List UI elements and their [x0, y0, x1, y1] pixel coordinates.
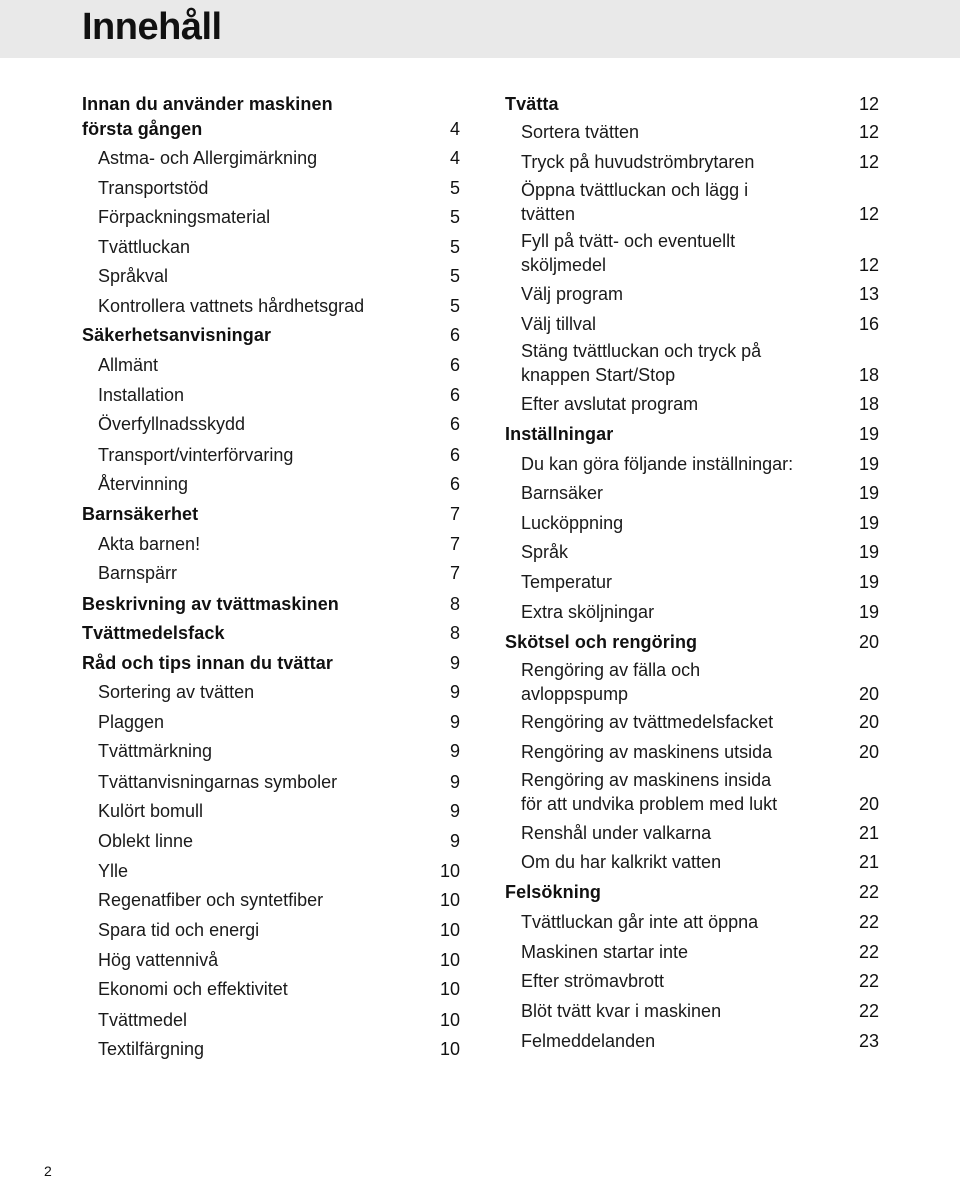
toc-entry-title: Fyll på tvätt- och eventuellt sköljmedel	[521, 231, 736, 275]
toc-entry-title: Extra sköljningar	[521, 602, 655, 622]
toc-entry-title: Stäng tvättluckan och tryck på knappen Start/Stop	[521, 341, 762, 385]
toc-section-entry	[82, 323, 460, 347]
toc-entry-title: Tryck på huvudströmbrytaren	[521, 152, 755, 172]
toc-entry-title: första gången	[82, 119, 203, 139]
toc-section-entry	[505, 630, 879, 654]
toc-subsection-entry	[505, 600, 879, 624]
toc-entry-page-number: 4	[449, 119, 460, 139]
toc-entry-title: Textilfärgning	[98, 1039, 205, 1059]
toc-subsection-entry	[505, 999, 879, 1023]
toc-entry-page-number: 22	[858, 912, 879, 932]
toc-subsection-entry	[505, 392, 879, 416]
toc-subsection-entry	[505, 452, 879, 476]
toc-entry-page-number: 19	[858, 513, 879, 533]
toc-entry-title: Regenatfiber och syntetfiber	[98, 890, 324, 910]
toc-entry-title: Rengöring av maskinens insida för att undvika problem med lukt	[521, 770, 778, 814]
toc-entry-title: Tvättluckan	[98, 237, 191, 257]
toc-entry-page-number: 5	[449, 237, 460, 257]
toc-entry-title: Plaggen	[98, 712, 165, 732]
toc-entry-title: Lucköppning	[521, 513, 624, 533]
toc-entry-title: Tvätta	[505, 94, 559, 114]
toc-subsection-entry	[505, 658, 879, 706]
toc-subsection-entry	[505, 710, 879, 734]
toc-entry-title: Allmänt	[98, 355, 159, 375]
toc-entry-title: Rengöring av fälla och avloppspump	[521, 660, 701, 704]
toc-entry-page-number: 19	[858, 542, 879, 562]
toc-entry-title: Tvättmedelsfack	[82, 623, 225, 643]
toc-entry-page-number: 7	[449, 563, 460, 583]
toc-entry-title: Kontrollera vattnets hårdhetsgrad	[98, 296, 365, 316]
toc-entry-title: Ylle	[98, 861, 129, 881]
toc-subsection-entry	[82, 412, 460, 436]
toc-entry-page-number: 9	[449, 712, 460, 732]
toc-entry-page-number: 8	[449, 594, 460, 614]
toc-entry-page-number: 19	[858, 424, 879, 444]
toc-entry-title: Installation	[98, 385, 185, 405]
toc-entry-page-number: 7	[449, 504, 460, 524]
toc-entry-title: Efter strömavbrott	[521, 971, 665, 991]
toc-subsection-entry	[505, 540, 879, 564]
toc-subsection-entry	[505, 150, 879, 174]
toc-entry-title: Förpackningsmaterial	[98, 207, 271, 227]
toc-subsection-entry	[82, 205, 460, 229]
toc-entry-title: Återvinning	[98, 474, 189, 494]
toc-subsection-entry	[82, 977, 460, 1001]
toc-entry-title: Felsökning	[505, 882, 602, 902]
toc-entry-page-number: 9	[449, 741, 460, 761]
toc-subsection-entry	[82, 859, 460, 883]
toc-subsection-entry	[82, 888, 460, 912]
toc-entry-page-number: 8	[449, 623, 460, 643]
toc-subsection-entry	[82, 561, 460, 585]
toc-subsection-entry	[82, 1008, 460, 1032]
toc-subsection-entry	[82, 918, 460, 942]
page-number: 2	[44, 1163, 52, 1179]
toc-entry-page-number: 12	[858, 255, 879, 275]
toc-entry-page-number: 9	[449, 801, 460, 821]
toc-entry-page-number: 5	[449, 296, 460, 316]
toc-section-entry	[505, 880, 879, 904]
toc-entry-title: Spara tid och energi	[98, 920, 260, 940]
toc-subsection-entry	[82, 294, 460, 318]
toc-entry-title: Säkerhetsanvisningar	[82, 325, 272, 345]
toc-entry-page-number: 21	[858, 852, 879, 872]
toc-section-entry	[82, 502, 460, 526]
toc-section-entry	[82, 92, 460, 116]
toc-entry-title: Hög vattennivå	[98, 950, 219, 970]
page-title: Innehåll	[82, 6, 222, 48]
toc-subsection-entry	[505, 821, 879, 845]
toc-entry-title: Välj program	[521, 284, 624, 304]
toc-entry-page-number: 12	[858, 94, 879, 114]
toc-entry-title: Renshål under valkarna	[521, 823, 712, 843]
toc-entry-page-number: 6	[449, 414, 460, 434]
toc-entry-page-number: 12	[858, 204, 879, 224]
toc-entry-page-number: 22	[858, 882, 879, 902]
toc-entry-title: Maskinen startar inte	[521, 942, 689, 962]
toc-entry-page-number: 20	[858, 632, 879, 652]
toc-subsection-entry	[505, 910, 879, 934]
toc-subsection-entry	[505, 339, 879, 387]
toc-entry-title: Öppna tvättluckan och lägg i tvätten	[521, 180, 749, 224]
toc-subsection-entry	[82, 710, 460, 734]
toc-entry-title: Du kan göra följande inställningar:	[521, 454, 794, 474]
toc-subsection-entry	[505, 969, 879, 993]
toc-subsection-entry	[82, 829, 460, 853]
toc-entry-page-number: 6	[449, 385, 460, 405]
toc-subsection-entry	[82, 532, 460, 556]
toc-entry-title: Transport/vinterförvaring	[98, 445, 294, 465]
toc-subsection-entry	[82, 146, 460, 170]
toc-section-entry	[505, 422, 879, 446]
toc-entry-page-number: 20	[858, 794, 879, 814]
toc-entry-page-number: 12	[858, 152, 879, 172]
toc-subsection-entry	[82, 739, 460, 763]
toc-entry-page-number: 10	[439, 950, 460, 970]
toc-entry-title: Efter avslutat program	[521, 394, 699, 414]
toc-entry-page-number: 22	[858, 1001, 879, 1021]
toc-entry-page-number: 7	[449, 534, 460, 554]
toc-entry-title: Temperatur	[521, 572, 613, 592]
toc-entry-title: Tvättluckan går inte att öppna	[521, 912, 759, 932]
toc-entry-page-number: 5	[449, 207, 460, 227]
toc-entry-title: Välj tillval	[521, 314, 597, 334]
toc-entry-title: Felmeddelanden	[521, 1031, 656, 1051]
toc-entry-title: Tvättanvisningarnas symboler	[98, 772, 338, 792]
toc-entry-page-number: 5	[449, 266, 460, 286]
toc-entry-page-number: 20	[858, 712, 879, 732]
toc-entry-page-number: 6	[449, 445, 460, 465]
toc-entry-page-number: 12	[858, 122, 879, 142]
toc-subsection-entry	[82, 799, 460, 823]
toc-entry-page-number: 19	[858, 602, 879, 622]
toc-entry-page-number: 10	[439, 861, 460, 881]
toc-entry-title: Kulört bomull	[98, 801, 204, 821]
toc-subsection-entry	[505, 940, 879, 964]
toc-entry-title: Tvättmärkning	[98, 741, 213, 761]
toc-entry-page-number: 10	[439, 890, 460, 910]
toc-entry-title: Språkval	[98, 266, 169, 286]
toc-section-entry	[505, 92, 879, 116]
toc-entry-page-number: 20	[858, 742, 879, 762]
toc-entry-page-number: 4	[449, 148, 460, 168]
toc-subsection-entry	[505, 768, 879, 816]
toc-subsection-entry	[82, 770, 460, 794]
toc-entry-page-number: 6	[449, 474, 460, 494]
toc-entry-title: Sortera tvätten	[521, 122, 640, 142]
toc-entry-page-number: 13	[858, 284, 879, 304]
toc-entry-page-number: 10	[439, 920, 460, 940]
toc-subsection-entry	[505, 1029, 879, 1053]
toc-entry-page-number: 5	[449, 178, 460, 198]
toc-entry-title: Rengöring av maskinens utsida	[521, 742, 773, 762]
toc-entry-title: Beskrivning av tvättmaskinen	[82, 594, 339, 614]
toc-entry-title: Överfyllnadsskydd	[98, 414, 246, 434]
toc-entry-page-number: 9	[449, 682, 460, 702]
toc-entry-page-number: 18	[858, 365, 879, 385]
toc-entry-title: Om du har kalkrikt vatten	[521, 852, 722, 872]
toc-subsection-entry	[505, 229, 879, 277]
toc-entry-title: Barnsäker	[521, 483, 604, 503]
toc-entry-page-number: 21	[858, 823, 879, 843]
toc-entry-title: Tvättmedel	[98, 1010, 188, 1030]
toc-entry-page-number: 10	[439, 979, 460, 999]
toc-subsection-entry	[505, 481, 879, 505]
toc-entry-title: Skötsel och rengöring	[505, 632, 698, 652]
toc-entry-page-number: 10	[439, 1039, 460, 1059]
toc-entry-page-number: 20	[858, 684, 879, 704]
toc-entry-title: Barnsäkerhet	[82, 504, 199, 524]
toc-subsection-entry	[505, 282, 879, 306]
toc-subsection-entry	[82, 353, 460, 377]
toc-entry-title: Ekonomi och effektivitet	[98, 979, 288, 999]
toc-entry-title: Oblekt linne	[98, 831, 194, 851]
toc-entry-title: Blöt tvätt kvar i maskinen	[521, 1001, 722, 1021]
toc-section-entry	[82, 592, 460, 616]
toc-entry-title: Språk	[521, 542, 569, 562]
toc-subsection-entry	[82, 1037, 460, 1061]
toc-entry-page-number: 22	[858, 971, 879, 991]
toc-entry-page-number: 19	[858, 572, 879, 592]
toc-entry-page-number: 23	[858, 1031, 879, 1051]
toc-entry-title: Råd och tips innan du tvättar	[82, 653, 333, 673]
toc-subsection-entry	[505, 570, 879, 594]
toc-subsection-entry	[82, 680, 460, 704]
toc-subsection-entry	[82, 948, 460, 972]
toc-entry-title: Rengöring av tvättmedelsfacket	[521, 712, 774, 732]
toc-entry-title: Inställningar	[505, 424, 614, 444]
toc-entry-title: Sortering av tvätten	[98, 682, 255, 702]
toc-subsection-entry	[82, 235, 460, 259]
toc-entry-page-number: 9	[449, 831, 460, 851]
toc-entry-title: Astma- och Allergimärkning	[98, 148, 318, 168]
toc-subsection-entry	[505, 511, 879, 535]
toc-entry-page-number: 18	[858, 394, 879, 414]
toc-subsection-entry	[82, 383, 460, 407]
toc-entry-title: Barnspärr	[98, 563, 178, 583]
toc-subsection-entry	[82, 176, 460, 200]
toc-entry-page-number: 9	[449, 653, 460, 673]
toc-section-entry	[82, 651, 460, 675]
toc-entry-page-number: 22	[858, 942, 879, 962]
toc-subsection-entry	[505, 178, 879, 226]
toc-entry-title: Akta barnen!	[98, 534, 201, 554]
toc-subsection-entry	[505, 850, 879, 874]
toc-subsection-entry	[505, 312, 879, 336]
toc-subsection-entry	[505, 120, 879, 144]
toc-entry-title: Innan du använder maskinen	[82, 94, 333, 114]
toc-entry-title: Transportstöd	[98, 178, 209, 198]
toc-section-entry	[82, 117, 460, 141]
toc-entry-page-number: 19	[858, 454, 879, 474]
toc-subsection-entry	[82, 264, 460, 288]
toc-entry-page-number: 6	[449, 325, 460, 345]
toc-entry-page-number: 19	[858, 483, 879, 503]
toc-subsection-entry	[82, 472, 460, 496]
toc-entry-page-number: 16	[858, 314, 879, 334]
toc-subsection-entry	[505, 740, 879, 764]
toc-subsection-entry	[82, 443, 460, 467]
toc-entry-page-number: 6	[449, 355, 460, 375]
toc-entry-page-number: 10	[439, 1010, 460, 1030]
toc-section-entry	[82, 621, 460, 645]
toc-entry-page-number: 9	[449, 772, 460, 792]
